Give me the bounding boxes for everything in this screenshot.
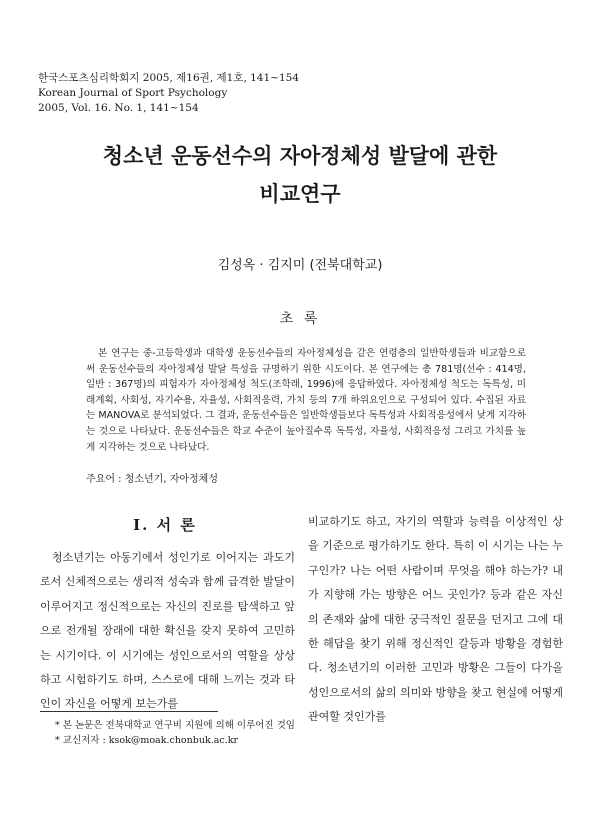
author-line: 김성옥 · 김지미 (전북대학교) <box>217 258 383 273</box>
paper-title-line1: 청소년 운동선수의 자아정체성 발달에 관한 <box>102 144 498 168</box>
keywords: 주요어 : 청소년기, 자아정체성 <box>86 474 219 485</box>
journal-header <box>38 71 299 116</box>
footnote-divider <box>40 711 218 712</box>
journal-name-english: Korean Journal of Sport Psychology <box>38 87 228 99</box>
footnote-funding: * 본 논문은 전북대학교 연구비 지원에 의해 이루어진 것임 <box>55 720 295 731</box>
footnote-corresponding-author: * 교신저자 : ksok@moak.chonbuk.ac.kr <box>55 735 239 746</box>
body-right-column: 비교하기도 하고, 자기의 역할과 능력을 이상적인 상을 기준으로 평가하기도 한다. 특히 이 시기는 나는 누구인가? 나는 어떤 사람이며 무엇을 해야 하는가? 내가 지향해 가는 방향은 어느 곳인가? 등과 같은 자신의 존재와 삶에 대한 궁극적인 질문을 던지고 그에 대한 해답을 찾기 위해 정신적인 갈등과 방황을 경험한다. 청소년기의 이러한 고민과 방황은 그들이 다가올 성인으로서의 삶의 의미와 방향을 찾고 현실에 어떻게 관여할 것인가를 <box>308 515 563 724</box>
abstract-text: 본 연구는 중-고등학생과 대학생 운동선수들의 자아정체성을 같은 연령층의 일반학생들과 비교함으로써 운동선수들의 자아정체성 발달 특성을 규명하기 위한 시도이다. 본 연구에는 총 781명(선수 : 414명, 일반 : 367명)의 피험자가 자아정체성 척도(조학래, 1996)에 응답하였다. 자아정체성 척도는 독특성, 미래계획, 사회성, 자기수용, 자율성, 사회적응력, 가치 등의 7개 하위요인으로 구성되어 있다. 수집된 자료는 MANOVA로 분석되었다. 그 결과, 운동선수들은 일반학생들보다 독특성과 사회적응성에서 낮게 지각하는 것으로 나타났다. 운동선수들은 학교 수준이 높아질수록 독특성, 자율성, 사회적응성 그리고 가치를 높게 지각하는 것으로 나타났다. <box>86 348 526 453</box>
body-left-column: 청소년기는 아동기에서 성인기로 이어지는 과도기로서 신체적으로는 생리적 성숙과 함께 급격한 발달이 이루어지고 정신적으로는 자신의 진로를 탐색하고 앞으로 전개될 장래에 대한 확신을 갖지 못하여 고민하는 시기이다. 이 시기에는 성인으로서의 역할을 상상하고 시험하기도 하며, 스스로에 대해 느끼는 것과 타인이 자신을 어떻게 보는가를 <box>40 551 295 711</box>
journal-citation-english: 2005, Vol. 16. No. 1, 141~154 <box>38 102 199 114</box>
abstract-heading: 초 록 <box>279 311 321 327</box>
section-heading: Ⅰ. 서 론 <box>133 516 197 534</box>
journal-citation-korean: 한국스포츠심리학회지 2005, 제16권, 제1호, 141~154 <box>38 72 300 84</box>
paper-title-line2: 비교연구 <box>259 182 341 206</box>
